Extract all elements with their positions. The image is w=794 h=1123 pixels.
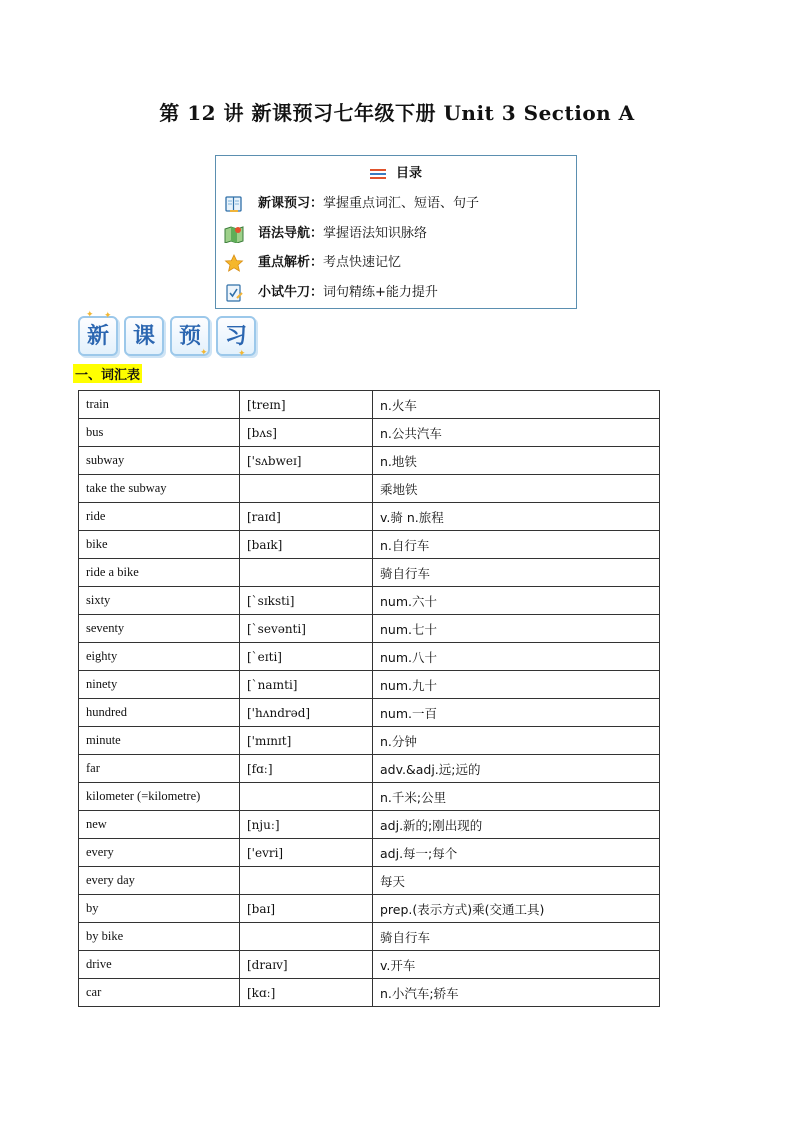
vocab-meaning: n.分钟 <box>373 727 660 755</box>
table-row <box>79 447 660 475</box>
toc-item-grammar: 语法导航：掌握语法知识脉络 <box>224 222 427 243</box>
vocab-meaning: num.九十 <box>373 671 660 699</box>
vocab-phonetic <box>240 475 373 503</box>
vocab-meaning: adj.每一;每个 <box>373 839 660 867</box>
sparkle-icon: ✦ <box>86 310 94 320</box>
vocab-meaning: 骑自行车 <box>373 559 660 587</box>
vocab-word: new <box>79 811 240 839</box>
vocab-phonetic <box>240 923 373 951</box>
table-row <box>79 895 660 923</box>
vocab-word: every <box>79 839 240 867</box>
vocab-word: subway <box>79 447 240 475</box>
badge-yu: 预 <box>170 316 210 356</box>
vocab-meaning: num.八十 <box>373 643 660 671</box>
table-row <box>79 587 660 615</box>
table-row <box>79 979 660 1007</box>
toc-heading: 目录 <box>216 162 576 181</box>
vocab-meaning: n.地铁 <box>373 447 660 475</box>
table-row <box>79 419 660 447</box>
vocab-meaning: 每天 <box>373 867 660 895</box>
vocab-word: ninety <box>79 671 240 699</box>
vocab-meaning: v.骑 n.旅程 <box>373 503 660 531</box>
vocab-word: take the subway <box>79 475 240 503</box>
vocab-phonetic: [njuː] <box>240 811 373 839</box>
vocab-phonetic: [baɪ] <box>240 895 373 923</box>
table-row <box>79 811 660 839</box>
vocab-word: far <box>79 755 240 783</box>
list-icon <box>370 167 386 181</box>
page-title: 第 12 讲 新课预习七年级下册 Unit 3 Section A <box>159 101 635 125</box>
vocab-word: bike <box>79 531 240 559</box>
vocab-meaning: num.一百 <box>373 699 660 727</box>
vocab-word: seventy <box>79 615 240 643</box>
vocab-phonetic: [fɑː] <box>240 755 373 783</box>
vocab-word: drive <box>79 951 240 979</box>
sparkle-icon: ✦ <box>238 349 246 359</box>
vocab-meaning: adv.&adj.远;远的 <box>373 755 660 783</box>
table-row <box>79 671 660 699</box>
vocab-word: train <box>79 391 240 419</box>
vocab-meaning: v.开车 <box>373 951 660 979</box>
vocab-meaning: num.七十 <box>373 615 660 643</box>
table-row <box>79 839 660 867</box>
vocab-meaning: n.火车 <box>373 391 660 419</box>
vocab-phonetic: [ˋsɪksti] <box>240 587 373 615</box>
vocab-word: kilometer (=kilometre) <box>79 783 240 811</box>
vocab-word: car <box>79 979 240 1007</box>
vocab-phonetic: ['sʌbweɪ] <box>240 447 373 475</box>
badge-xi: 习 <box>216 316 256 356</box>
vocab-phonetic: ['mɪnɪt] <box>240 727 373 755</box>
table-row <box>79 923 660 951</box>
vocab-meaning: num.六十 <box>373 587 660 615</box>
vocab-meaning: n.公共汽车 <box>373 419 660 447</box>
vocab-word: hundred <box>79 699 240 727</box>
vocab-phonetic: [ˋsevənti] <box>240 615 373 643</box>
vocab-phonetic <box>240 559 373 587</box>
vocab-phonetic: [bʌs] <box>240 419 373 447</box>
sparkle-icon: ✦ <box>104 311 112 321</box>
table-row <box>79 475 660 503</box>
vocab-meaning: 乘地铁 <box>373 475 660 503</box>
table-row <box>79 643 660 671</box>
table-of-contents <box>215 155 577 309</box>
table-row <box>79 867 660 895</box>
vocab-meaning: 骑自行车 <box>373 923 660 951</box>
vocab-phonetic: [ˋnaɪnti] <box>240 671 373 699</box>
table-row <box>79 559 660 587</box>
vocab-phonetic: ['evri] <box>240 839 373 867</box>
vocab-phonetic: [draɪv] <box>240 951 373 979</box>
vocab-phonetic: [raɪd] <box>240 503 373 531</box>
vocab-meaning: n.自行车 <box>373 531 660 559</box>
vocab-word: sixty <box>79 587 240 615</box>
vocab-phonetic: [ˋeɪti] <box>240 643 373 671</box>
badge-xin: 新 <box>78 316 118 356</box>
vocab-word: eighty <box>79 643 240 671</box>
table-row <box>79 531 660 559</box>
vocab-meaning: prep.(表示方式)乘(交通工具) <box>373 895 660 923</box>
sparkle-icon: ✦ <box>200 348 208 358</box>
map-icon <box>224 225 244 243</box>
vocab-word: by <box>79 895 240 923</box>
toc-item-analysis: 重点解析：考点快速记忆 <box>224 251 401 272</box>
vocab-phonetic: [treɪn] <box>240 391 373 419</box>
table-row <box>79 503 660 531</box>
vocab-phonetic: ['hʌndrəd] <box>240 699 373 727</box>
checklist-icon <box>224 284 244 302</box>
toc-item-practice: 小试牛刀：词句精练+能力提升 <box>224 281 438 302</box>
vocab-word: ride <box>79 503 240 531</box>
table-row <box>79 391 660 419</box>
badge-ke: 课 <box>124 316 164 356</box>
vocab-meaning: adj.新的;刚出现的 <box>373 811 660 839</box>
vocab-word: every day <box>79 867 240 895</box>
table-row <box>79 755 660 783</box>
vocab-phonetic: [baɪk] <box>240 531 373 559</box>
table-row <box>79 699 660 727</box>
vocab-word: by bike <box>79 923 240 951</box>
table-row <box>79 727 660 755</box>
vocabulary-table <box>78 390 660 1007</box>
toc-item-preview: 新课预习：掌握重点词汇、短语、句子 <box>224 192 479 213</box>
vocab-meaning: n.千米;公里 <box>373 783 660 811</box>
vocab-meaning: n.小汽车;轿车 <box>373 979 660 1007</box>
star-icon <box>224 254 244 272</box>
vocab-word: bus <box>79 419 240 447</box>
vocab-phonetic: [kɑː] <box>240 979 373 1007</box>
vocab-phonetic <box>240 783 373 811</box>
vocab-phonetic <box>240 867 373 895</box>
section-title-vocabulary: 一、词汇表 <box>73 364 142 383</box>
table-row <box>79 783 660 811</box>
table-row <box>79 951 660 979</box>
book-icon <box>224 195 244 213</box>
vocab-word: ride a bike <box>79 559 240 587</box>
table-row <box>79 615 660 643</box>
vocab-word: minute <box>79 727 240 755</box>
